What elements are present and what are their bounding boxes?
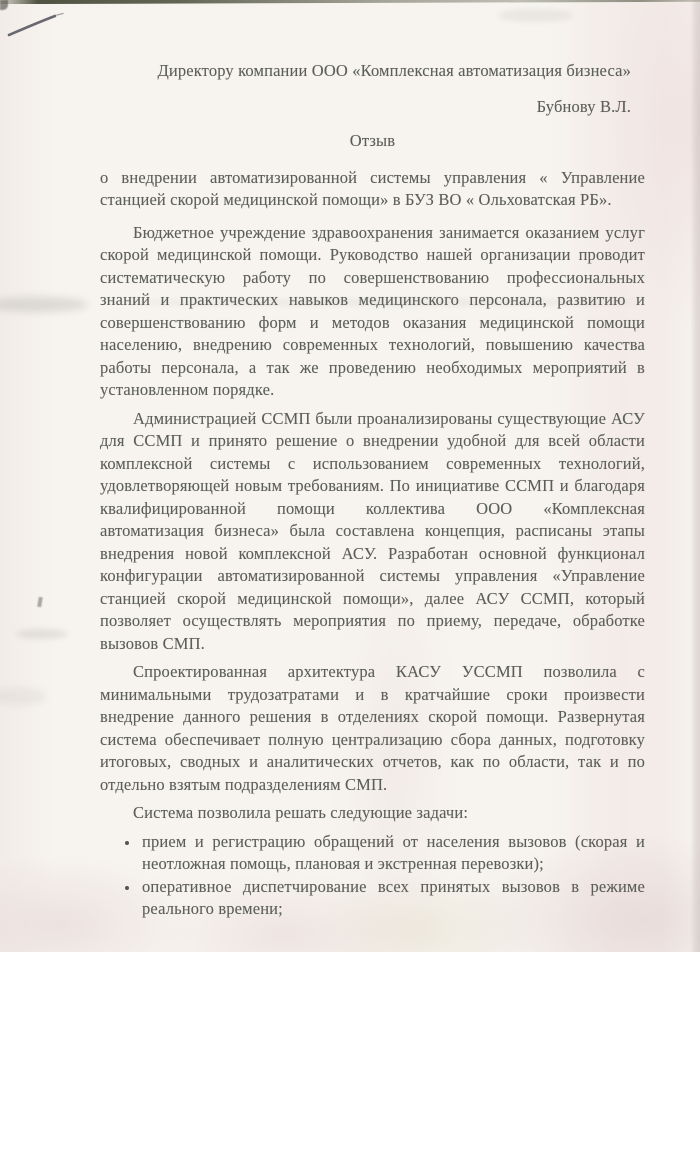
task-list-intro: Система позволила решать следующие задачи: bbox=[133, 803, 469, 822]
ink-tick-artifact bbox=[37, 597, 43, 608]
task-list bbox=[100, 831, 645, 921]
addressee-company: Директору компании ООО «Комплексная автоматизация бизнеса» bbox=[157, 61, 631, 80]
addressee-block bbox=[100, 60, 645, 118]
addressee-person: Бубнову В.Л. bbox=[536, 96, 631, 116]
paragraph-implementation: Администрацией ССМП были проанализированы существующие АСУ для ССМП и принято решение о внедрении удобной для всей области комплексной системы с использованием современных технологий, удовлетворяющей новым требованиям. По инициативе ССМП и благодаря квалифицированной помощи коллектива ООО «Комплексная автоматизация бизнеса» была составлена концепция, расписаны этапы внедрения новой комплексной АСУ. Разработан основной функционал конфигурации автоматизированной системы управления «Управление станцией скорой медицинской помощи», далее АСУ ССМП, который позволяет осуществлять мероприятия по приему, передаче, обработке вызовов СМП. bbox=[100, 408, 645, 653]
smudge-artifact bbox=[498, 9, 573, 22]
paragraph-services: Бюджетное учреждение здравоохранения занимается оказанием услуг скорой медицинской помощи. Руководство нашей организации проводит систематическую работу по совершенствованию профессиональных знаний и практических навыков медицинского персонала, развитию и совершенствованию форм и методов оказания медицинской помощи населению, внедрению современных технологий, повышению качества работы персонала, а так же проведению необходимых мероприятий в установленном порядке. bbox=[100, 222, 645, 399]
subject-line: о внедрении автоматизированной системы управления « Управление станцией скорой медицинской помощи» в БУЗ ВО « Ольховатская РБ». bbox=[100, 167, 645, 209]
paragraph-architecture: Спроектированная архитектура КАСУ УССМП позволила с минимальными трудозатратами и в кратчайшие сроки произвести внедрение данного решения в отделениях скорой помощи. Развернутая система обеспечивает полную централизацию сбора данных, подготовку итоговых, сводных и аналитических отчетов, как по области, так и по отдельно взятым подразделениям СМП. bbox=[100, 662, 645, 794]
letter-content bbox=[100, 60, 645, 921]
task-list-item: • оперативное диспетчирование всех принятых вызовов в режиме реального времени; bbox=[140, 876, 645, 921]
task-list-item: • прием и регистрацию обращений от населения вызовов (скорая и неотложная помощь, плановая и экстренная перевозки); bbox=[140, 831, 645, 876]
document-title: Отзыв bbox=[349, 131, 396, 150]
smudge-artifact bbox=[0, 688, 47, 705]
smudge-artifact bbox=[0, 297, 88, 312]
smudge-artifact bbox=[16, 629, 68, 639]
scan-corner-artifact bbox=[0, 0, 8, 10]
pen-mark-artifact bbox=[5, 11, 71, 41]
scan-edge-artifact bbox=[0, 0, 700, 4]
